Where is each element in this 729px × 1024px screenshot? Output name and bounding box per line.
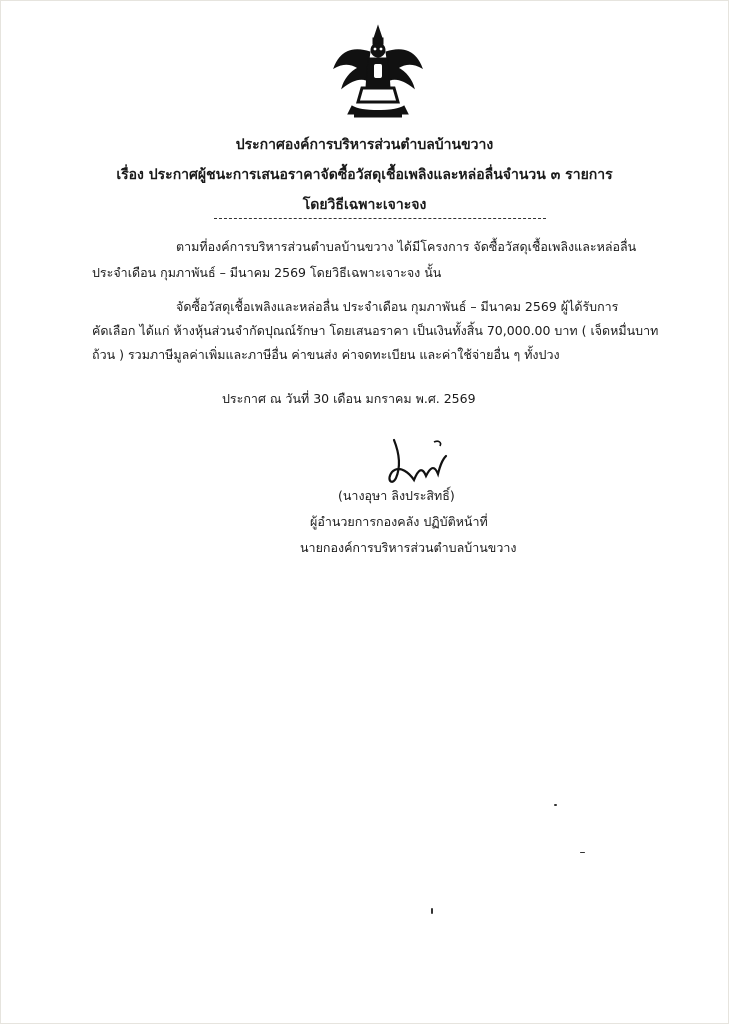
paragraph-1-line-2: ประจำเดือน กุมภาพันธ์ – มีนาคม 2569 โดยวิธีเฉพาะเจาะจง นั้น [92, 265, 442, 280]
signatory-position-2: นายกองค์การบริหารส่วนตำบลบ้านขวาง [300, 540, 517, 555]
dashed-divider [214, 218, 546, 219]
scan-speck [431, 908, 433, 914]
paragraph-1-line-1: ตามที่องค์การบริหารส่วนตำบลบ้านขวาง ได้มีโครงการ จัดซื้อวัสดุเชื้อเพลิงและหล่อลื่น [176, 239, 637, 254]
scan-speck [554, 804, 557, 806]
method-heading: โดยวิธีเฉพาะเจาะจง [302, 197, 427, 213]
scan-speck [580, 852, 585, 853]
subject-heading: เรื่อง ประกาศผู้ชนะการเสนอราคาจัดซื้อวัสดุเชื้อเพลิงและหล่อลื่นจำนวน ๓ รายการ [116, 167, 613, 183]
handwritten-signature [380, 430, 470, 490]
agency-heading: ประกาศองค์การบริหารส่วนตำบลบ้านขวาง [235, 137, 494, 153]
signatory-name: (นางอุษา ลิงประสิทธิ์) [338, 488, 455, 503]
garuda-emblem-icon [332, 22, 424, 122]
signatory-position-1: ผู้อำนวยการกองคลัง ปฏิบัติหน้าที่ [310, 514, 488, 529]
announcement-date: ประกาศ ณ วันที่ 30 เดือน มกราคม พ.ศ. 2569 [222, 391, 476, 406]
paragraph-2-line-3: ถ้วน ) รวมภาษีมูลค่าเพิ่มและภาษีอื่น ค่าขนส่ง ค่าจดทะเบียน และค่าใช้จ่ายอื่น ๆ ทั้งปวง [92, 347, 560, 362]
paragraph-2-line-2: คัดเลือก ได้แก่ ห้างหุ้นส่วนจำกัดปุณณ์รักษา โดยเสนอราคา เป็นเงินทั้งสิ้น 70,000.00 บาท ( เจ็ดหมื่นบาท [92, 323, 659, 338]
paragraph-2-line-1: จัดซื้อวัสดุเชื้อเพลิงและหล่อลื่น ประจำเดือน กุมภาพันธ์ – มีนาคม 2569 ผู้ได้รับการ [176, 299, 619, 314]
